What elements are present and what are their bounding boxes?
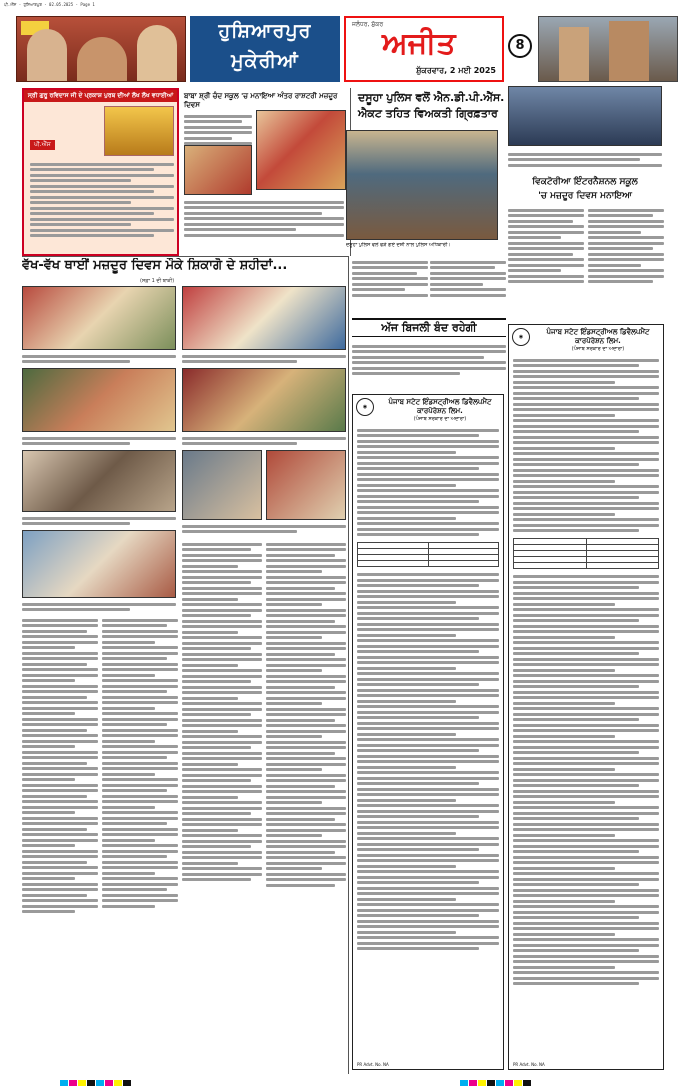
police-photo-caption: ਦਸੂਹਾ ਪੁਲਿਸ ਵਲੋਂ ਫੜੇ ਗਏ ਦੋਸ਼ੀ ਨਾਲ ਪੁਲਿਸ ਅਧਿਕਾਰੀ।	[346, 242, 451, 248]
tender-right-code: PR Advt. No. NA	[513, 1062, 545, 1067]
page-number: 8	[508, 34, 532, 58]
labour-photo-4	[22, 530, 176, 598]
advertisement-text	[30, 160, 174, 240]
tender-middle-code: PR Advt. No. NA	[357, 1062, 389, 1067]
tender-middle-sub: (ਪੰਜਾਬ ਸਰਕਾਰ ਦਾ ਅਦਾਰਾ)	[413, 416, 467, 422]
body-col-2	[102, 616, 178, 1070]
police-arrest-photo	[346, 130, 498, 240]
pspcl-logo-icon: ◉	[356, 398, 374, 416]
labour-photo-2	[22, 368, 176, 432]
tender-right-body	[509, 352, 663, 992]
labour-photo-5-caption	[182, 352, 346, 366]
story-text-school-2	[184, 198, 344, 254]
masthead-title-block	[190, 16, 340, 82]
labour-photo-3	[22, 450, 176, 512]
masthead-date: ਸ਼ੁੱਕਰਵਾਰ, 2 ਮਈ 2025	[416, 66, 496, 75]
color-registration-bar	[0, 1078, 687, 1089]
masthead-paper-block	[344, 16, 504, 82]
right-headline-line1: ਵਿਕਟੋਰੀਆ ਇੰਟਰਨੈਸ਼ਨਲ ਸਕੂਲ	[532, 177, 638, 187]
masthead-paper-name: ਅਜੀਤ	[382, 26, 456, 61]
labour-photo-6	[182, 368, 346, 432]
tender-right-sub: (ਪੰਜਾਬ ਸਰਕਾਰ ਦਾ ਅਦਾਰਾ)	[571, 346, 625, 352]
police-story-text-2	[430, 258, 506, 318]
right-headline-line2: 'ਚ ਮਜ਼ਦੂਰ ਦਿਵਸ ਮਨਾਇਆ	[538, 191, 632, 201]
power-cut-headline: ਅੱਜ ਬਿਜਲੀ ਬੰਦ ਰਹੇਗੀ	[352, 318, 506, 337]
labour-photo-2-caption	[22, 434, 176, 448]
page-slug: ਪੀ.ਐੱਸ - ਹੁਸ਼ਿਆਰਪੁਰ - 02.05.2025 - Page 1	[4, 2, 95, 7]
masthead-title-line1: ਹੁਸ਼ਿਆਰਪੁਰ	[218, 20, 312, 42]
labour-photo-1-caption	[22, 352, 176, 366]
masthead-left-photo	[16, 16, 186, 82]
main-headline-line2: ਐਕਟ ਤਹਿਤ ਵਿਅਕਤੀ ਗ੍ਰਿਫ਼ਤਾਰ	[358, 107, 498, 120]
labour-photo-8	[266, 450, 346, 520]
labour-photo-78-caption	[182, 522, 346, 536]
right-story-text-2	[588, 206, 664, 316]
body-col-4	[266, 540, 346, 1070]
labour-day-band-headline: ਵੱਖ-ਵੱਖ ਥਾਈਂ ਮਜ਼ਦੂਰ ਦਿਵਸ ਮੌਕੇ ਸ਼ਿਕਾਗੋ ਦੇ ਸ਼ਹੀਦਾਂ...	[22, 258, 288, 273]
masthead-right-photo	[538, 16, 678, 82]
school-group-photo	[184, 145, 252, 195]
labour-day-band-sub: (ਸਫ਼ਾ 1 ਦੀ ਬਾਕੀ)	[140, 278, 175, 284]
advertisement-badge: ਪੀ.ਐੱਸ	[30, 140, 55, 150]
story-headline-school: ਬਾਬਾ ਸ਼੍ਰੀ ਚੰਦ ਸਕੂਲ 'ਚ ਮਨਾਇਆ ਅੰਤਰ ਰਾਸ਼ਟਰੀ ਮਜ਼ਦੂਰ ਦਿਵਸ	[184, 92, 338, 109]
power-cut-text	[352, 342, 506, 390]
labour-photo-7	[182, 450, 262, 520]
labour-photo-1	[22, 286, 176, 350]
advertisement-title: ਸ੍ਰੀ ਗੁਰੂ ਰਵਿਦਾਸ ਜੀ ਦੇ ਪ੍ਰਕਾਸ਼ ਪੁਰਬ ਦੀਆਂ ਲੱਖ ਲੱਖ ਵਧਾਈਆਂ	[24, 90, 177, 102]
tender-middle-body	[353, 422, 503, 957]
tender-notice-right	[508, 324, 664, 1070]
labour-photo-3-caption	[22, 514, 176, 528]
ad-temple-photo	[104, 106, 174, 156]
labour-photo-4-caption	[22, 600, 176, 614]
school-celebration-photo	[256, 110, 346, 190]
labour-photo-6-caption	[182, 434, 346, 448]
pspcl-logo-icon-right: ◉	[512, 328, 530, 346]
labour-photo-5	[182, 286, 346, 350]
main-headline-line1: ਦਸੂਹਾ ਪੁਲਿਸ ਵਲੋਂ ਐਨ.ਡੀ.ਪੀ.ਐੱਸ.	[358, 91, 505, 104]
masthead-paper-tag: ਜਲੰਧਰ, ਸ਼ੁੱਕਰ	[352, 21, 384, 28]
top-right-photo	[508, 86, 662, 146]
tender-right-title: ਪੰਜਾਬ ਸਟੇਟ ਇੰਡਸਟ੍ਰੀਅਲ ਡਿਵੈਲਪਮੈਂਟ ਕਾਰਪੋਰੇਸ਼ਨ ਲਿਮ.	[546, 328, 650, 345]
tender-middle-title: ਪੰਜਾਬ ਸਟੇਟ ਇੰਡਸਟ੍ਰੀਅਲ ਡਿਵੈਲਪਮੈਂਟ ਕਾਰਪੋਰੇਸ਼ਨ ਲਿਮ.	[388, 398, 492, 415]
body-col-1	[22, 616, 98, 1070]
body-col-3	[182, 540, 262, 1070]
tender-notice-middle	[352, 394, 504, 1070]
tender-middle-table	[357, 542, 499, 567]
right-story-text-1	[508, 206, 584, 316]
police-story-text-1	[352, 258, 428, 318]
masthead-title-line2: ਮੁਕੇਰੀਆਂ	[231, 50, 299, 72]
advertisement-box	[22, 88, 179, 256]
masthead	[16, 12, 678, 84]
tender-right-table	[513, 538, 659, 569]
